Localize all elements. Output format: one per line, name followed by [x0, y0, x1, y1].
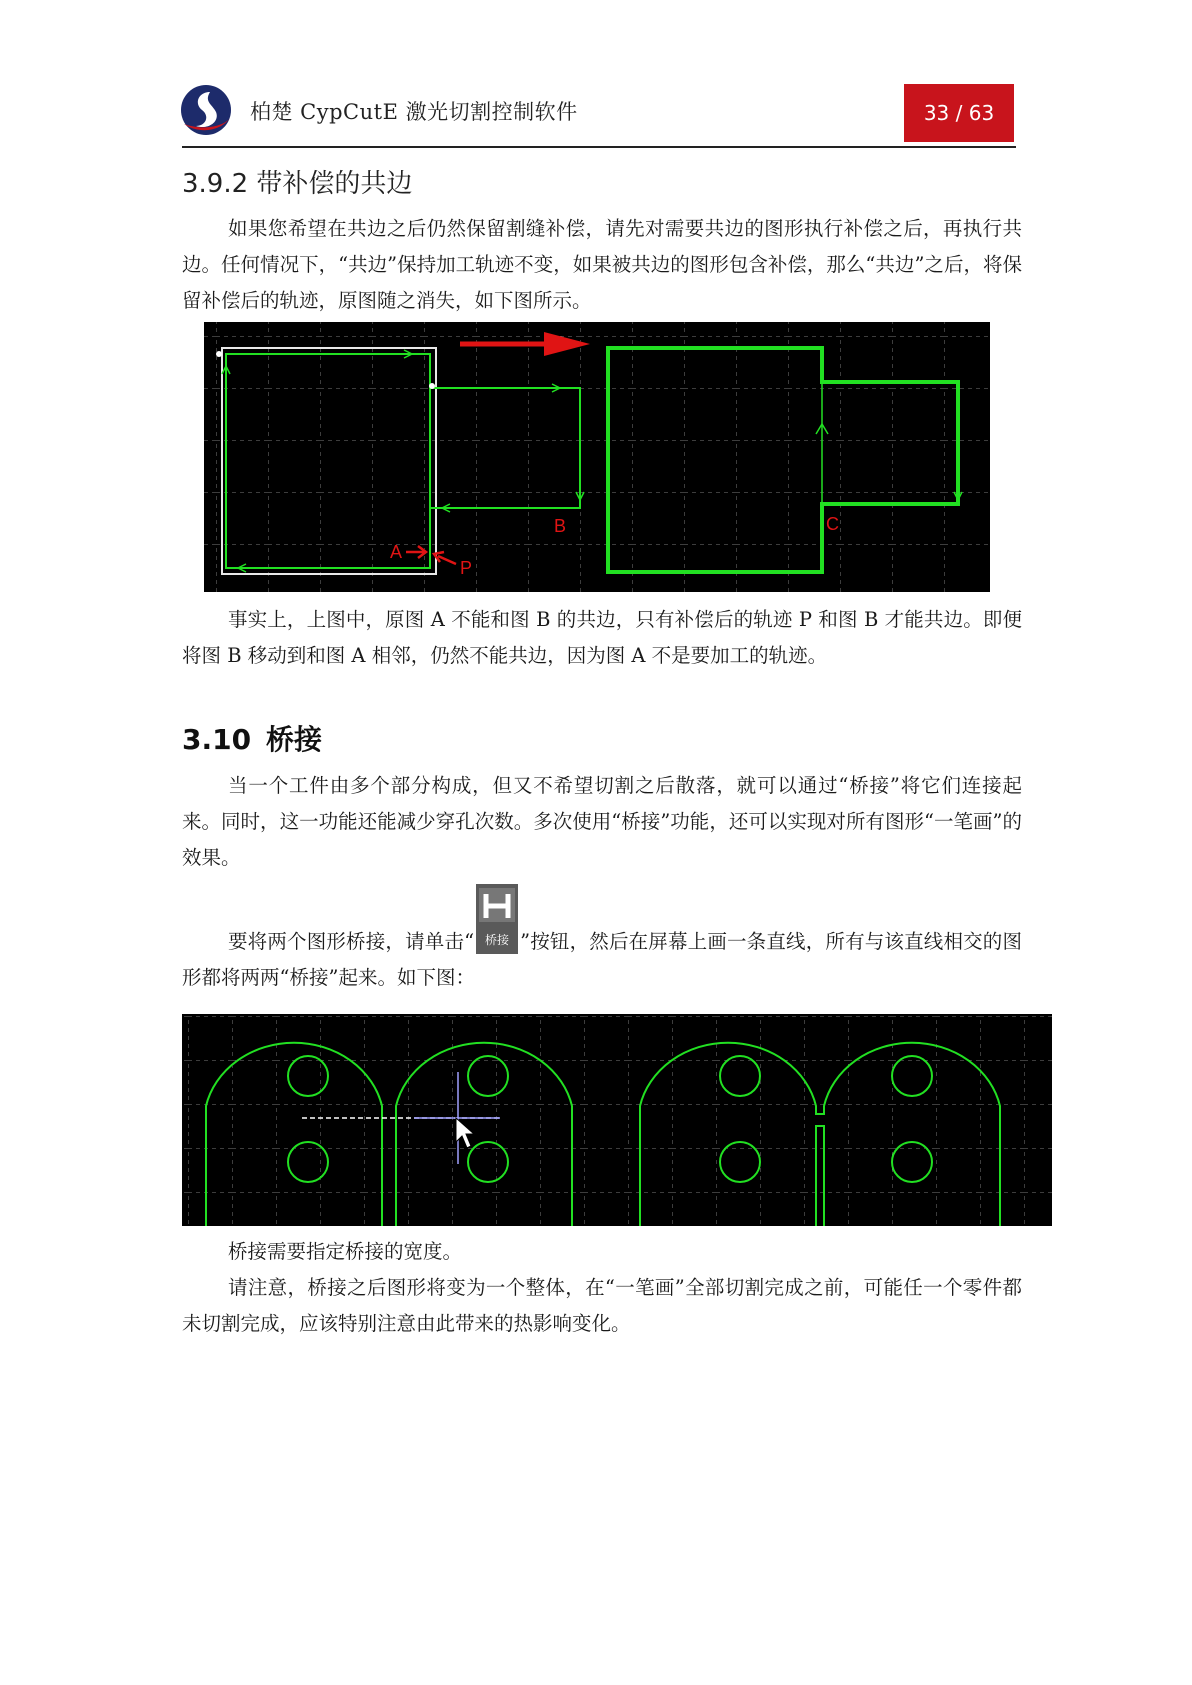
section-number: 3.10 — [182, 723, 252, 756]
label-c: C — [826, 514, 839, 534]
bridge-button[interactable] — [476, 884, 518, 954]
section-heading-3-9-2: 3.9.2 带补偿的共边 — [182, 169, 413, 199]
bridge-usage-after: ”按钮，然后在屏幕上画一条直线，所有与该直线相交的图形都将两两“桥接”起来。如下图： — [182, 930, 1022, 989]
page-indicator: 33 / 63 — [904, 84, 1014, 142]
bridge-button-label: 桥接 — [485, 933, 510, 947]
paragraph-common-edge-note: 事实上，上图中，原图 A 不能和图 B 的共边，只有补偿后的轨迹 P 和图 B 才能共边。即便将图 B 移动到和图 A 相邻，仍然不能共边，因为图 A 不是要加工的轨迹。 — [182, 608, 1022, 667]
company-logo — [180, 84, 232, 136]
figure-bridge-example — [182, 1014, 1052, 1226]
paragraph-bridge-warning: 请注意，桥接之后图形将变为一个整体，在“一笔画”全部切割完成之前，可能任一个零件都未切割完成，应该特别注意由此带来的热影响变化。 — [182, 1276, 1022, 1335]
figure-common-edge-with-compensation — [204, 322, 990, 592]
label-p: P — [460, 558, 473, 578]
label-a: A — [390, 542, 403, 562]
paragraph-common-edge-compensation: 如果您希望在共边之后仍然保留割缝补偿，请先对需要共边的图形执行补偿之后，再执行共边。任何情况下，“共边”保持加工轨迹不变，如果被共边的图形包含补偿，那么“共边”之后，将保留补偿后的轨迹，原图随之消失，如下图所示。 — [182, 217, 1022, 312]
label-b: B — [554, 516, 567, 536]
paragraph-bridge-intro: 当一个工件由多个部分构成，但又不希望切割之后散落，就可以通过“桥接”将它们连接起来。同时，这一功能还能减少穿孔次数。多次使用“桥接”功能，还可以实现对所有图形“一笔画”的效果。 — [182, 774, 1022, 869]
section-title: 桥接 — [266, 723, 323, 756]
paragraph-bridge-width: 桥接需要指定桥接的宽度。 — [228, 1240, 463, 1263]
header-divider — [182, 146, 1016, 148]
bridge-usage-before: 要将两个图形桥接，请单击“ — [228, 930, 475, 953]
document-title: 柏楚 CypCutE 激光切割控制软件 — [250, 100, 578, 124]
section-heading-3-10 — [182, 718, 322, 758]
paragraph-bridge-usage — [182, 884, 1022, 996]
